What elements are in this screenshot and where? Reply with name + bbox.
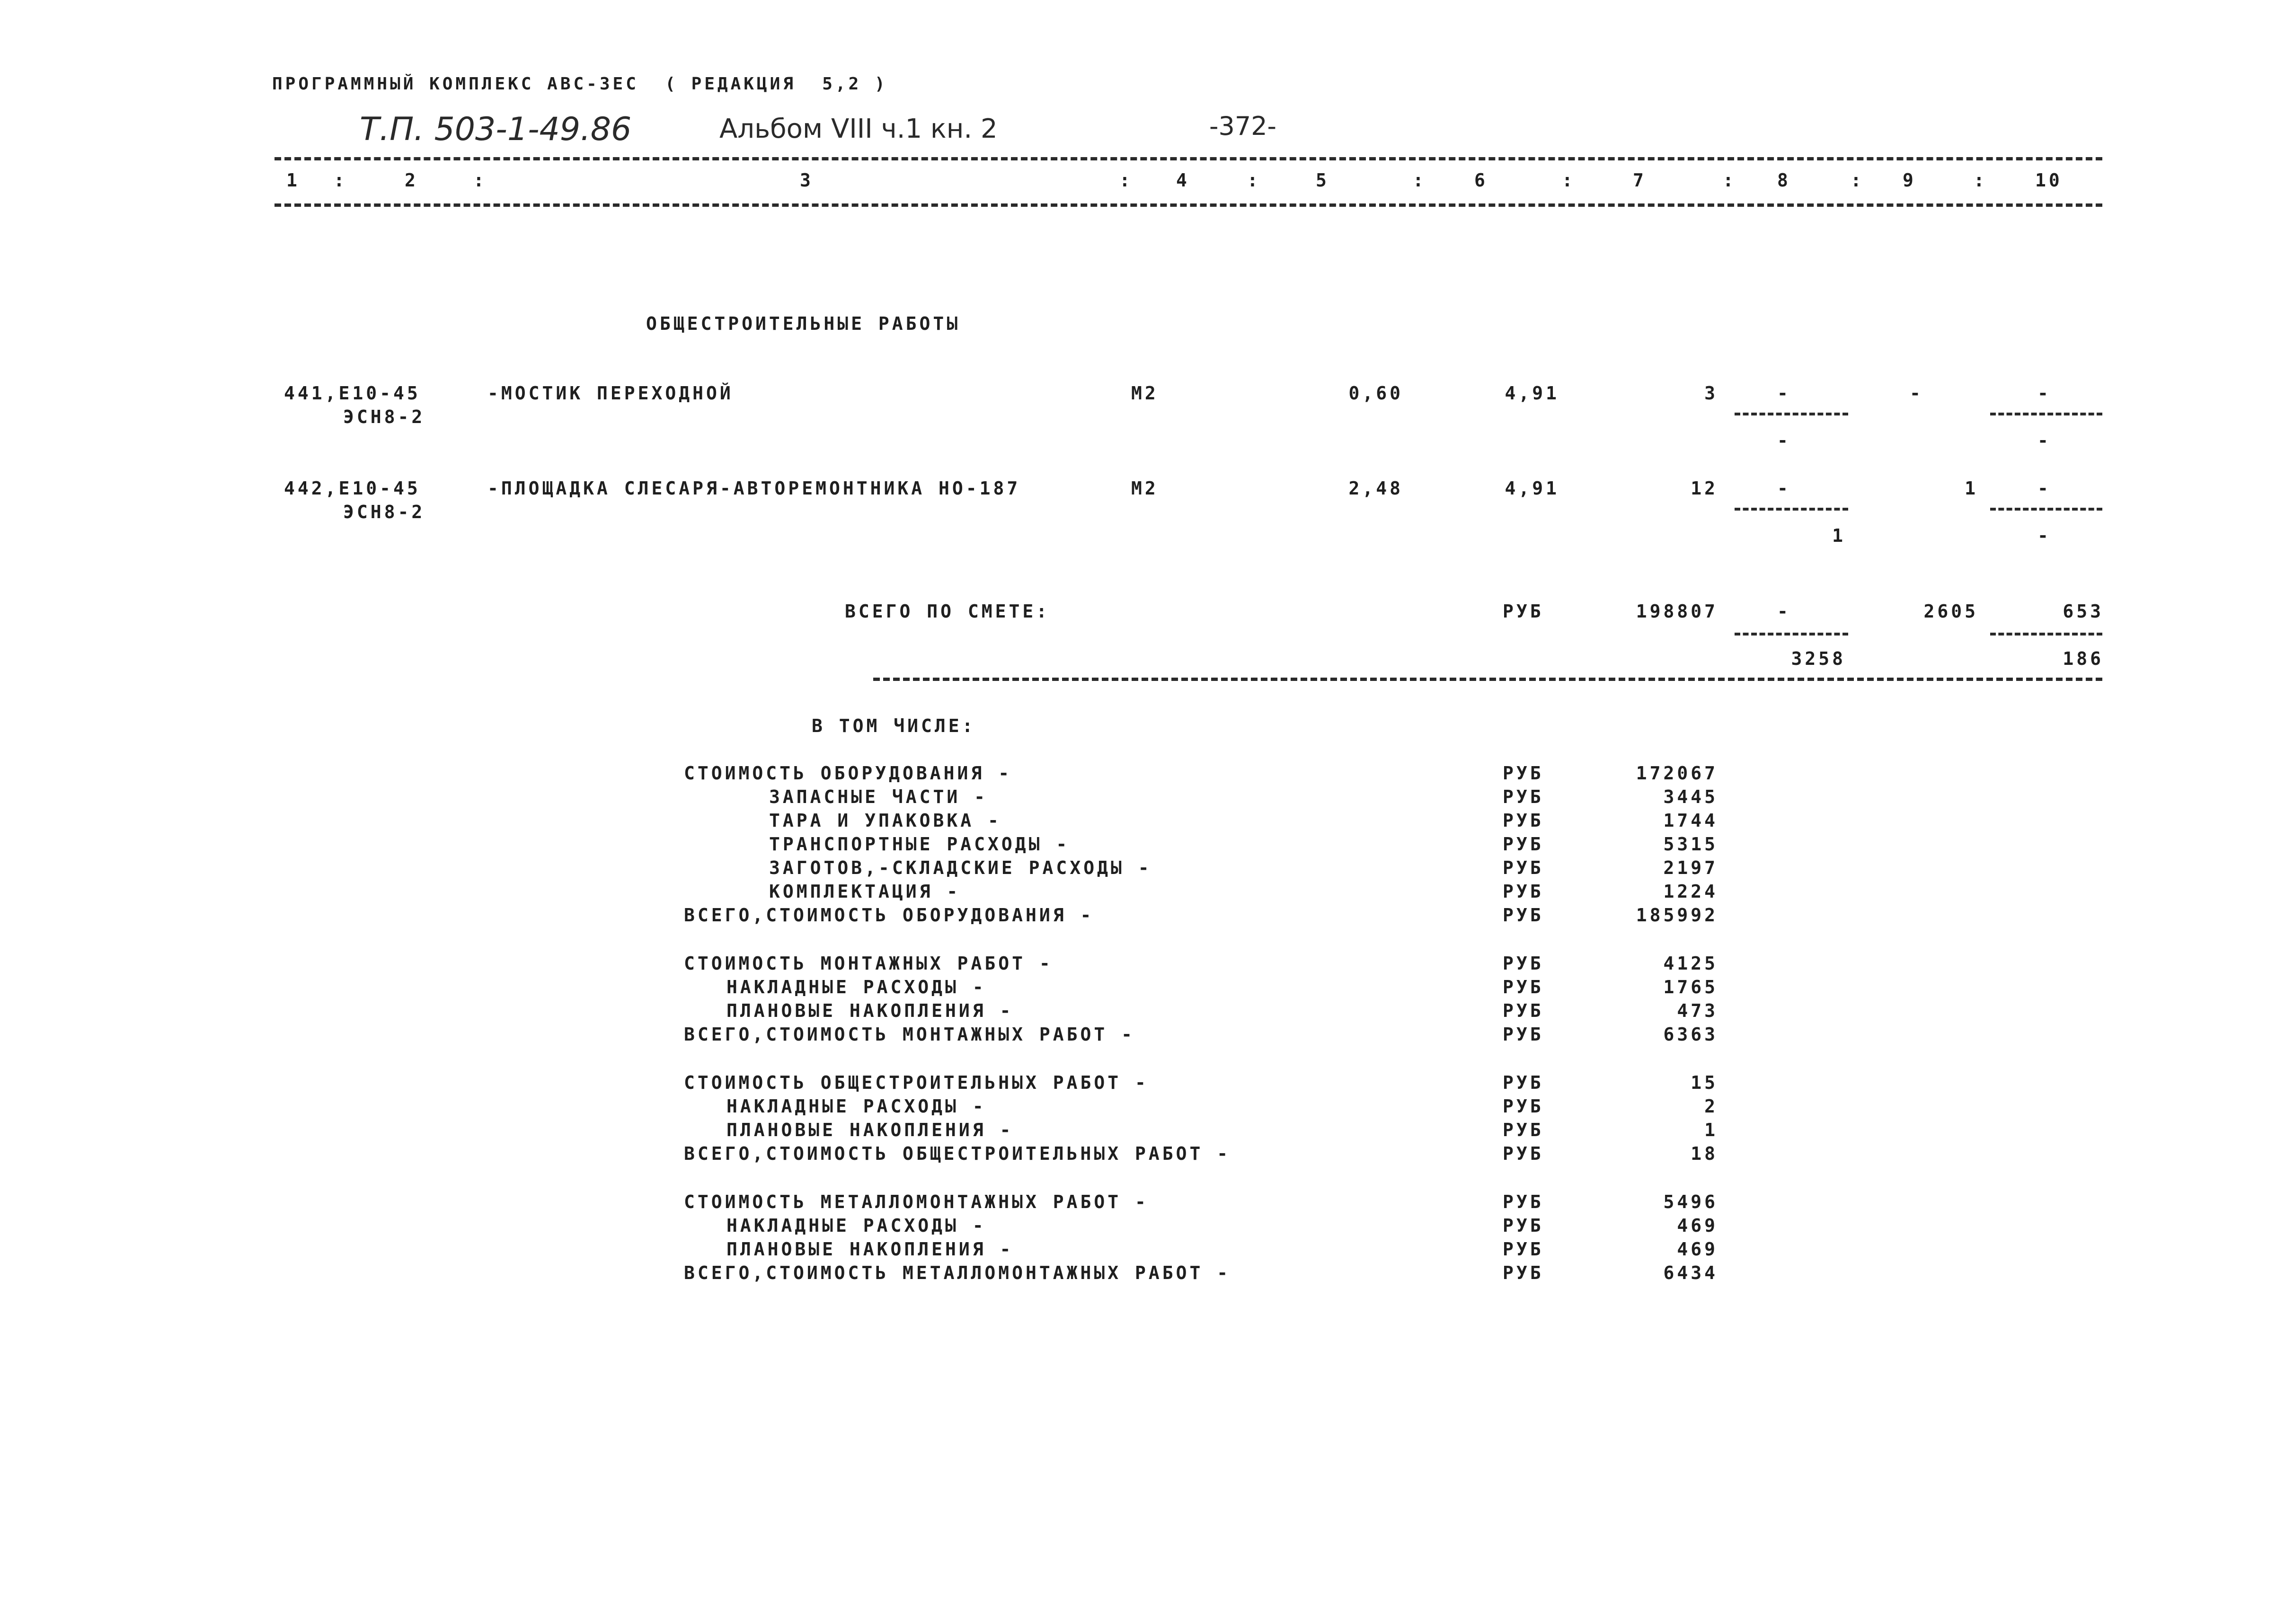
- including-label: В ТОМ ЧИСЛЕ:: [812, 715, 976, 736]
- item-col8-bottom: -: [1777, 430, 1791, 451]
- breakdown-label: НАКЛАДНЫЕ РАСХОДЫ -: [726, 977, 986, 997]
- breakdown-unit: РУБ: [1503, 857, 1544, 878]
- grand-total-unit: РУБ: [1503, 601, 1544, 622]
- breakdown-unit: РУБ: [1503, 1239, 1544, 1260]
- breakdown-value: 4125: [1663, 953, 1718, 974]
- breakdown-unit: РУБ: [1503, 1000, 1544, 1021]
- grand-total-col8-bottom: 3258: [1791, 648, 1846, 669]
- column-number-3: 3: [800, 170, 814, 191]
- item-col10-rule: [1990, 508, 2102, 511]
- breakdown-label: ПЛАНОВЫЕ НАКОПЛЕНИЯ -: [726, 1239, 1014, 1260]
- album-label-handwritten: Альбом VIII ч.1 кн. 2: [719, 114, 998, 144]
- item-unit-price: 4,91: [1505, 383, 1559, 404]
- breakdown-label: НАКЛАДНЫЕ РАСХОДЫ -: [726, 1096, 986, 1117]
- breakdown-value: 6363: [1663, 1024, 1718, 1045]
- item-unit-price: 4,91: [1505, 478, 1559, 499]
- item-unit: М2: [1131, 383, 1159, 404]
- column-separator: :: [1247, 170, 1261, 191]
- totals-separator: [873, 678, 2102, 681]
- grand-total-col8-top: -: [1777, 601, 1791, 622]
- breakdown-value: 2197: [1663, 857, 1718, 878]
- page-number: -372-: [1209, 111, 1277, 141]
- column-number-7: 7: [1633, 170, 1647, 191]
- breakdown-unit: РУБ: [1503, 1096, 1544, 1117]
- program-header: ПРОГРАММНЫЙ КОМПЛЕКС АВС-3ЕС ( РЕДАКЦИЯ 5,2 ): [272, 74, 888, 94]
- item-unit: М2: [1131, 478, 1159, 499]
- breakdown-unit: РУБ: [1503, 1143, 1544, 1164]
- breakdown-label: ВСЕГО,СТОИМОСТЬ ОБОРУДОВАНИЯ -: [684, 905, 1094, 926]
- column-number-2: 2: [405, 170, 418, 191]
- item-col8-bottom: 1: [1832, 525, 1846, 546]
- breakdown-unit: РУБ: [1503, 953, 1544, 974]
- item-total: 12: [1691, 478, 1718, 499]
- item-total: 3: [1704, 383, 1718, 404]
- item-number: 442,Е10-45: [284, 478, 421, 499]
- grand-total-col10-top: 653: [2063, 601, 2104, 622]
- breakdown-unit: РУБ: [1503, 786, 1544, 807]
- header-rule-bottom: [275, 203, 2102, 207]
- breakdown-label: СТОИМОСТЬ МОНТАЖНЫХ РАБОТ -: [684, 953, 1053, 974]
- breakdown-label: ЗАГОТОВ,-СКЛАДСКИЕ РАСХОДЫ -: [769, 857, 1152, 878]
- breakdown-value: 15: [1691, 1072, 1718, 1093]
- item-col10-bottom: -: [2037, 430, 2051, 451]
- breakdown-value: 5496: [1663, 1192, 1718, 1212]
- breakdown-value: 3445: [1663, 786, 1718, 807]
- breakdown-value: 1: [1704, 1120, 1718, 1140]
- breakdown-unit: РУБ: [1503, 834, 1544, 855]
- item-col10-bottom: -: [2037, 525, 2051, 546]
- breakdown-unit: РУБ: [1503, 1120, 1544, 1140]
- breakdown-unit: РУБ: [1503, 1192, 1544, 1212]
- grand-col10-rule: [1990, 633, 2102, 635]
- breakdown-unit: РУБ: [1503, 1024, 1544, 1045]
- tp-code-handwritten: Т.П. 503-1-49.86: [360, 111, 632, 148]
- breakdown-value: 469: [1677, 1239, 1718, 1260]
- item-col10-rule: [1990, 413, 2102, 415]
- item-col8-rule: [1735, 508, 1848, 511]
- item-col10-top: -: [2037, 383, 2051, 404]
- breakdown-value: 469: [1677, 1215, 1718, 1236]
- breakdown-label: СТОИМОСТЬ МЕТАЛЛОМОНТАЖНЫХ РАБОТ -: [684, 1192, 1149, 1212]
- breakdown-unit: РУБ: [1503, 763, 1544, 784]
- breakdown-label: ТРАНСПОРТНЫЕ РАСХОДЫ -: [769, 834, 1070, 855]
- breakdown-unit: РУБ: [1503, 905, 1544, 926]
- breakdown-value: 18: [1691, 1143, 1718, 1164]
- grand-total-col10-bottom: 186: [2063, 648, 2104, 669]
- breakdown-value: 473: [1677, 1000, 1718, 1021]
- breakdown-unit: РУБ: [1503, 1215, 1544, 1236]
- column-number-8: 8: [1777, 170, 1791, 191]
- breakdown-value: 5315: [1663, 834, 1718, 855]
- breakdown-label: ПЛАНОВЫЕ НАКОПЛЕНИЯ -: [726, 1000, 1014, 1021]
- breakdown-label: СТОИМОСТЬ ОБЩЕСТРОИТЕЛЬНЫХ РАБОТ -: [684, 1072, 1149, 1093]
- breakdown-value: 185992: [1636, 905, 1718, 926]
- item-col8-top: -: [1777, 383, 1791, 404]
- grand-total-col9: 2605: [1923, 601, 1978, 622]
- column-number-5: 5: [1316, 170, 1329, 191]
- breakdown-value: 2: [1704, 1096, 1718, 1117]
- column-number-10: 10: [2035, 170, 2063, 191]
- breakdown-value: 6434: [1663, 1262, 1718, 1283]
- column-separator: :: [1974, 170, 1987, 191]
- grand-total-label: ВСЕГО ПО СМЕТЕ:: [845, 601, 1050, 622]
- breakdown-label: КОМПЛЕКТАЦИЯ -: [769, 881, 961, 902]
- item-col9: 1: [1965, 478, 1978, 499]
- item-number: 441,Е10-45: [284, 383, 421, 404]
- column-separator: :: [1413, 170, 1426, 191]
- breakdown-label: ВСЕГО,СТОИМОСТЬ МОНТАЖНЫХ РАБОТ -: [684, 1024, 1135, 1045]
- column-number-1: 1: [286, 170, 300, 191]
- breakdown-unit: РУБ: [1503, 1262, 1544, 1283]
- breakdown-value: 1765: [1663, 977, 1718, 997]
- item-reference: ЭСН8-2: [343, 502, 425, 522]
- column-separator: :: [473, 170, 487, 191]
- item-quantity: 2,48: [1348, 478, 1403, 499]
- breakdown-value: 1744: [1663, 810, 1718, 831]
- grand-col8-rule: [1735, 633, 1848, 635]
- column-separator: :: [1119, 170, 1133, 191]
- breakdown-unit: РУБ: [1503, 881, 1544, 902]
- column-separator: :: [1562, 170, 1576, 191]
- breakdown-label: ЗАПАСНЫЕ ЧАСТИ -: [769, 786, 988, 807]
- breakdown-label: ВСЕГО,СТОИМОСТЬ МЕТАЛЛОМОНТАЖНЫХ РАБОТ -: [684, 1262, 1231, 1283]
- column-number-9: 9: [1903, 170, 1916, 191]
- item-name: -ПЛОЩАДКА СЛЕСАРЯ-АВТОРЕМОНТНИКА НО-187: [487, 478, 1021, 499]
- item-col8-rule: [1735, 413, 1848, 415]
- breakdown-label: НАКЛАДНЫЕ РАСХОДЫ -: [726, 1215, 986, 1236]
- breakdown-label: СТОИМОСТЬ ОБОРУДОВАНИЯ -: [684, 763, 1012, 784]
- breakdown-unit: РУБ: [1503, 977, 1544, 997]
- breakdown-label: ВСЕГО,СТОИМОСТЬ ОБЩЕСТРОИТЕЛЬНЫХ РАБОТ -: [684, 1143, 1231, 1164]
- column-separator: :: [1723, 170, 1736, 191]
- section-title: ОБЩЕСТРОИТЕЛЬНЫЕ РАБОТЫ: [646, 313, 961, 334]
- column-separator: :: [334, 170, 347, 191]
- column-number-4: 4: [1176, 170, 1190, 191]
- item-col8-top: -: [1777, 478, 1791, 499]
- breakdown-unit: РУБ: [1503, 1072, 1544, 1093]
- item-name: -МОСТИК ПЕРЕХОДНОЙ: [487, 383, 734, 404]
- breakdown-unit: РУБ: [1503, 810, 1544, 831]
- breakdown-value: 1224: [1663, 881, 1718, 902]
- breakdown-value: 172067: [1636, 763, 1718, 784]
- item-col9: -: [1910, 383, 1923, 404]
- item-reference: ЭСН8-2: [343, 406, 425, 427]
- column-separator: :: [1851, 170, 1864, 191]
- column-number-6: 6: [1474, 170, 1488, 191]
- item-quantity: 0,60: [1348, 383, 1403, 404]
- grand-total-sum: 198807: [1636, 601, 1718, 622]
- item-col10-top: -: [2037, 478, 2051, 499]
- header-rule-top: [275, 157, 2102, 160]
- breakdown-label: ПЛАНОВЫЕ НАКОПЛЕНИЯ -: [726, 1120, 1014, 1140]
- breakdown-label: ТАРА И УПАКОВКА -: [769, 810, 1001, 831]
